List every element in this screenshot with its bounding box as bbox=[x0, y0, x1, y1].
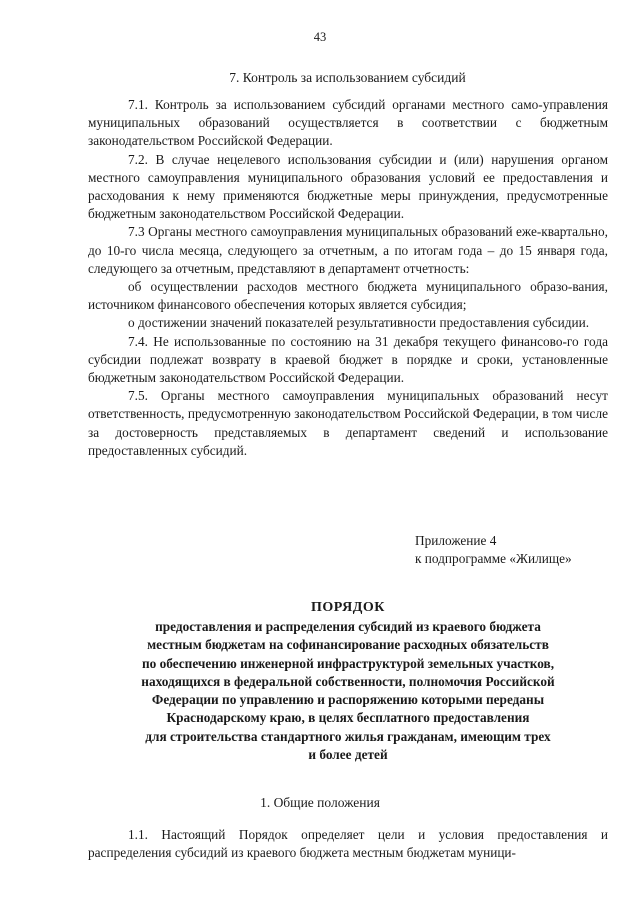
paragraph-7-2: 7.2. В случае нецелевого использования субсидии и (или) нарушения органом местного самоуправления муниципального образования условий ее предоставления и расходования к нему применяются бюджетные меры принуждения, предусмотренные бюджетным законодательством Российской Федерации. bbox=[88, 151, 608, 222]
paragraph-7-1: 7.1. Контроль за использованием субсидий органами местного само-управления муниципальных образований осуществляется в соответствии с бюджетным законодательством Российской Федерации. bbox=[88, 97, 608, 149]
paragraph-1-1: 1.1. Настоящий Порядок определяет цели и условия предоставления и распределения субсидий из краевого бюджета местным бюджетам муници- bbox=[88, 827, 608, 861]
appendix-line-1: Приложение 4 bbox=[415, 533, 497, 548]
section-1-body bbox=[88, 826, 608, 862]
order-title: ПОРЯДОК bbox=[311, 600, 385, 615]
paragraph-7-4: 7.4. Не использованные по состоянию на 31 декабря текущего финансово-го года субсидии подлежат возврату в краевой бюджет в порядке и сроки, установленные бюджетным законодательством Российской Федерации. bbox=[88, 333, 608, 386]
paragraph-7-3: 7.3 Органы местного самоуправления муниципальных образований еже-квартально, до 10-го числа месяца, следующего за отчетным, а по итогам года – до 15 января года, следующего за отчетным, представляют в департамент отчетность: bbox=[88, 224, 608, 276]
section-1-title: 1. Общие положения bbox=[260, 795, 380, 810]
order-subtitle-line: Краснодарскому краю, в целях бесплатного предоставления bbox=[166, 710, 530, 726]
appendix-line-2: к подпрограмме «Жилище» bbox=[415, 551, 572, 566]
paragraph-7-5: 7.5. Органы местного самоуправления муниципальных образований несут ответственность, предусмотренную законодательством Российской Федерации, в том числе за достоверность представляемых в департамент сведений и использование предоставленных субсидий. bbox=[88, 388, 608, 458]
page-number: 43 bbox=[313, 30, 327, 44]
order-heading bbox=[88, 598, 608, 764]
order-subtitle-line: предоставления и распределения субсидий из краевого бюджета bbox=[155, 619, 541, 634]
section-7-title: 7. Контроль за использованием субсидий bbox=[229, 70, 466, 85]
paragraph-7-3-item-1: об осуществлении расходов местного бюджета муниципального образо-вания, источником финансового обеспечения которых является субсидия; bbox=[88, 279, 608, 313]
paragraph-7-3-item-2: о достижении значений показателей результативности предоставления субсидии. bbox=[128, 315, 590, 331]
appendix-note bbox=[415, 532, 625, 568]
order-subtitle-line: Федерации по управлению и распоряжению которыми переданы bbox=[151, 692, 545, 708]
order-subtitle-line: находящихся в федеральной собственности, полномочия Российской bbox=[141, 673, 555, 689]
order-subtitle-line: для строительства стандартного жилья гражданам, имеющим трех bbox=[145, 728, 551, 744]
order-subtitle-line: по обеспечению инженерной инфраструктурой земельных участков, bbox=[141, 655, 555, 671]
section-7-body bbox=[88, 96, 608, 460]
order-subtitle-line: местным бюджетам на софинансирование расходных обязательств bbox=[147, 637, 549, 653]
order-subtitle-line: и более детей bbox=[308, 747, 388, 763]
